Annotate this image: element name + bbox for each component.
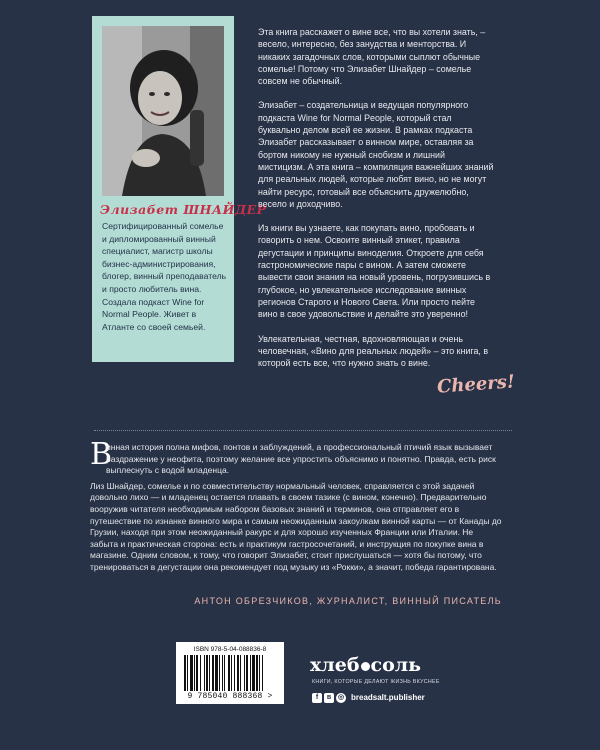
publisher-tagline: КНИГИ, КОТОРЫЕ ДЕЛАЮТ ЖИЗНЬ ВКУСНЕЕ: [312, 679, 440, 685]
publisher-social: [312, 689, 425, 701]
review-author: АНТОН ОБРЕЗЧИКОВ, ЖУРНАЛИСТ, ВИННЫЙ ПИСАТЕЛЬ: [194, 596, 502, 606]
instagram-icon: ◎: [337, 693, 345, 701]
dotted-divider: [94, 430, 512, 431]
publisher-logo: [310, 654, 421, 676]
barcode-bar: [224, 655, 225, 691]
barcode-bar: [231, 655, 232, 691]
barcode-bar: [246, 655, 248, 691]
barcode-bar: [196, 655, 198, 691]
description-paragraph: Увлекательная, честная, вдохновляющая и очень человечная, «Вино для реальных людей» – это книга, в которой есть все, что нужно знать о вине.: [258, 333, 489, 369]
description-paragraph: Элизабет – создательница и ведущая популярного подкаста Wine for Normal People, который стал буквально делом всей ее жизни. В рамках подкаста Элизабет рассказывает о винном мире, оставляя за бортом никому не нужный снобизм и лишний мистицизм. А эта книга – компиляция важнейших знаний для реальных людей, которые любят вино, но не могут найти ресурс, готовый все объяснить дружелюбно, весело и доходчиво.: [258, 100, 494, 209]
review-quote: [90, 437, 502, 578]
author-name: Элизабет ШНАЙДЕР: [100, 202, 267, 217]
barcode-bar: [252, 655, 255, 691]
publisher-handle: breadsalt.publisher: [351, 693, 425, 703]
publisher-logo-left: хлеб: [310, 654, 360, 676]
review-paragraph: Лиз Шнайдер, сомелье и по совместительству нормальный человек, справляется с этой задачей довольно лихо — и младенец остается плавать в своем тазике (с вином, конечно). Предварительно вооружив читателя необходимым набором базовых знаний и терминов, она отправляет его в путешествие по изнанке винного мира и самым неожиданным закоулкам винной карты — от Канады до Грузии, находя при этом неожиданный ракурс и для хорошо изученных Франции или Италии. Не забыта и практическая сторона: есть и практикум гастросочетаний, и инструкция по покупке вина в магазине. Одним словом, к тому, что говорит Элизабет, стоит прислушаться — хотя бы потому, что тренироваться в дегустации она рекомендует под музыку из «Рокки», а значит, победа гарантирована.: [90, 480, 502, 572]
isbn-barcode: [176, 642, 284, 704]
barcode-bar: [194, 655, 195, 691]
publisher-logo-right: соль: [370, 654, 422, 676]
logo-dot-icon: [361, 662, 370, 671]
barcode-bar: [244, 655, 245, 691]
barcode-bar: [262, 655, 263, 691]
barcode-bar: [204, 655, 205, 691]
barcode-bar: [187, 655, 188, 691]
vk-icon: в: [324, 693, 334, 703]
barcode-bar: [209, 655, 210, 691]
barcode-bar: [234, 655, 235, 691]
barcode-digits: 9 785040 888368 >: [187, 692, 273, 701]
barcode-bars: [184, 655, 276, 691]
review-dropcap: В: [90, 437, 113, 472]
barcode-bar: [240, 655, 241, 691]
barcode-bar: [219, 655, 220, 691]
barcode-bar: [206, 655, 208, 691]
description-paragraph: Эта книга расскажет о вине все, что вы хотели знать, – весело, интересно, без занудства и менторства. И никаких загадочных слов, которыми сыплют обычные сомелье! Потому что Элизабет Шнайдер – сомелье совсем не обычный.: [258, 27, 486, 87]
isbn-number: ISBN 978-5-04-088836-8: [193, 646, 267, 653]
author-photo: [102, 26, 224, 196]
barcode-bar: [215, 655, 218, 691]
barcode-bar: [237, 655, 239, 691]
barcode-bar: [222, 655, 223, 691]
book-description: [258, 26, 494, 381]
barcode-bar: [190, 655, 193, 691]
description-paragraph: Из книги вы узнаете, как покупать вино, пробовать и говорить о нем. Освоите винный этикет, правила дегустации и принципы виноделия. Откроете для себя гастрономические пары с вином. А затем сможете вывести свои знания на новый уровень, погрузившись в глубокое, но увлекательное исследование винных регионов Старого и Нового Света. Или просто пейте вино в свое удовольствие и делайте это уверенно!: [258, 223, 491, 320]
cheers-lettering: Cheers!: [436, 371, 516, 398]
barcode-bar: [228, 655, 230, 691]
facebook-icon: f: [312, 693, 322, 703]
barcode-bar: [212, 655, 214, 691]
author-panel: [92, 16, 267, 362]
barcode-bar: [184, 655, 186, 691]
barcode-bar: [256, 655, 258, 691]
review-paragraph: инная история полна мифов, понтов и заблуждений, а профессиональный птичий язык вызывает раздражение у неофита, поэтому желание все упростить объяснимо и понятно. Правда, есть риск выплеснуть с водой младенца.: [106, 442, 496, 476]
author-bio: Сертифицированный сомелье и дипломированный винный специалист, магистр школы бизнес-администрирования, блогер, винный преподаватель и просто любитель вина. Создала подкаст Wine for Normal People. Живет в Атланте со своей семьей.: [102, 221, 227, 332]
barcode-bar: [259, 655, 260, 691]
barcode-bar: [200, 655, 201, 691]
barcode-bar: [250, 655, 251, 691]
